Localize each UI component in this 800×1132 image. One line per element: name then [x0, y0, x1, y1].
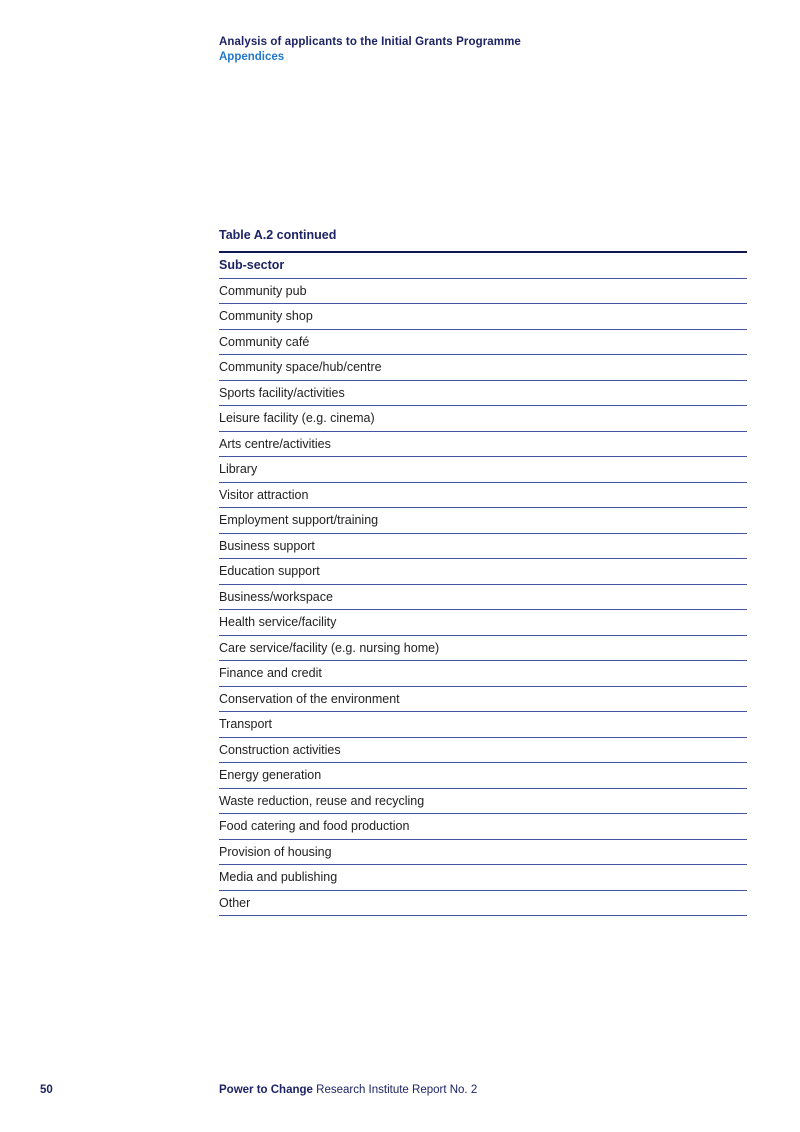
table-title: Table A.2 continued	[219, 228, 337, 242]
table-row: Community café	[219, 330, 747, 356]
table-row: Energy generation	[219, 763, 747, 789]
table-row: Health service/facility	[219, 610, 747, 636]
footer-text	[219, 1083, 477, 1097]
table-row: Media and publishing	[219, 865, 747, 891]
publisher-name: Power to Change	[219, 1084, 313, 1096]
table-row: Business/workspace	[219, 585, 747, 611]
table-row: Business support	[219, 534, 747, 560]
table-row: Arts centre/activities	[219, 432, 747, 458]
table-row: Community shop	[219, 304, 747, 330]
table-row: Waste reduction, reuse and recycling	[219, 789, 747, 815]
document-title: Analysis of applicants to the Initial Grants Programme	[219, 36, 521, 48]
table-row: Community space/hub/centre	[219, 355, 747, 381]
running-header	[219, 35, 749, 65]
table-row: Library	[219, 457, 747, 483]
table-row: Finance and credit	[219, 661, 747, 687]
table-row: Sports facility/activities	[219, 381, 747, 407]
table-row: Construction activities	[219, 738, 747, 764]
subsector-table	[219, 251, 747, 916]
table-header-cell: Sub-sector	[219, 253, 747, 279]
table-row: Education support	[219, 559, 747, 585]
table-row: Community pub	[219, 279, 747, 305]
table-row: Provision of housing	[219, 840, 747, 866]
table-row: Leisure facility (e.g. cinema)	[219, 406, 747, 432]
table-row: Conservation of the environment	[219, 687, 747, 713]
table-row: Transport	[219, 712, 747, 738]
table-row: Employment support/training	[219, 508, 747, 534]
table-body	[219, 279, 747, 917]
table-row: Other	[219, 891, 747, 917]
table-row: Food catering and food production	[219, 814, 747, 840]
table-row: Care service/facility (e.g. nursing home)	[219, 636, 747, 662]
table-row: Visitor attraction	[219, 483, 747, 509]
table-section	[219, 228, 747, 916]
section-subtitle: Appendices	[219, 51, 285, 63]
page-number: 50	[40, 1084, 53, 1096]
report-title: Research Institute Report No. 2	[312, 1084, 478, 1096]
